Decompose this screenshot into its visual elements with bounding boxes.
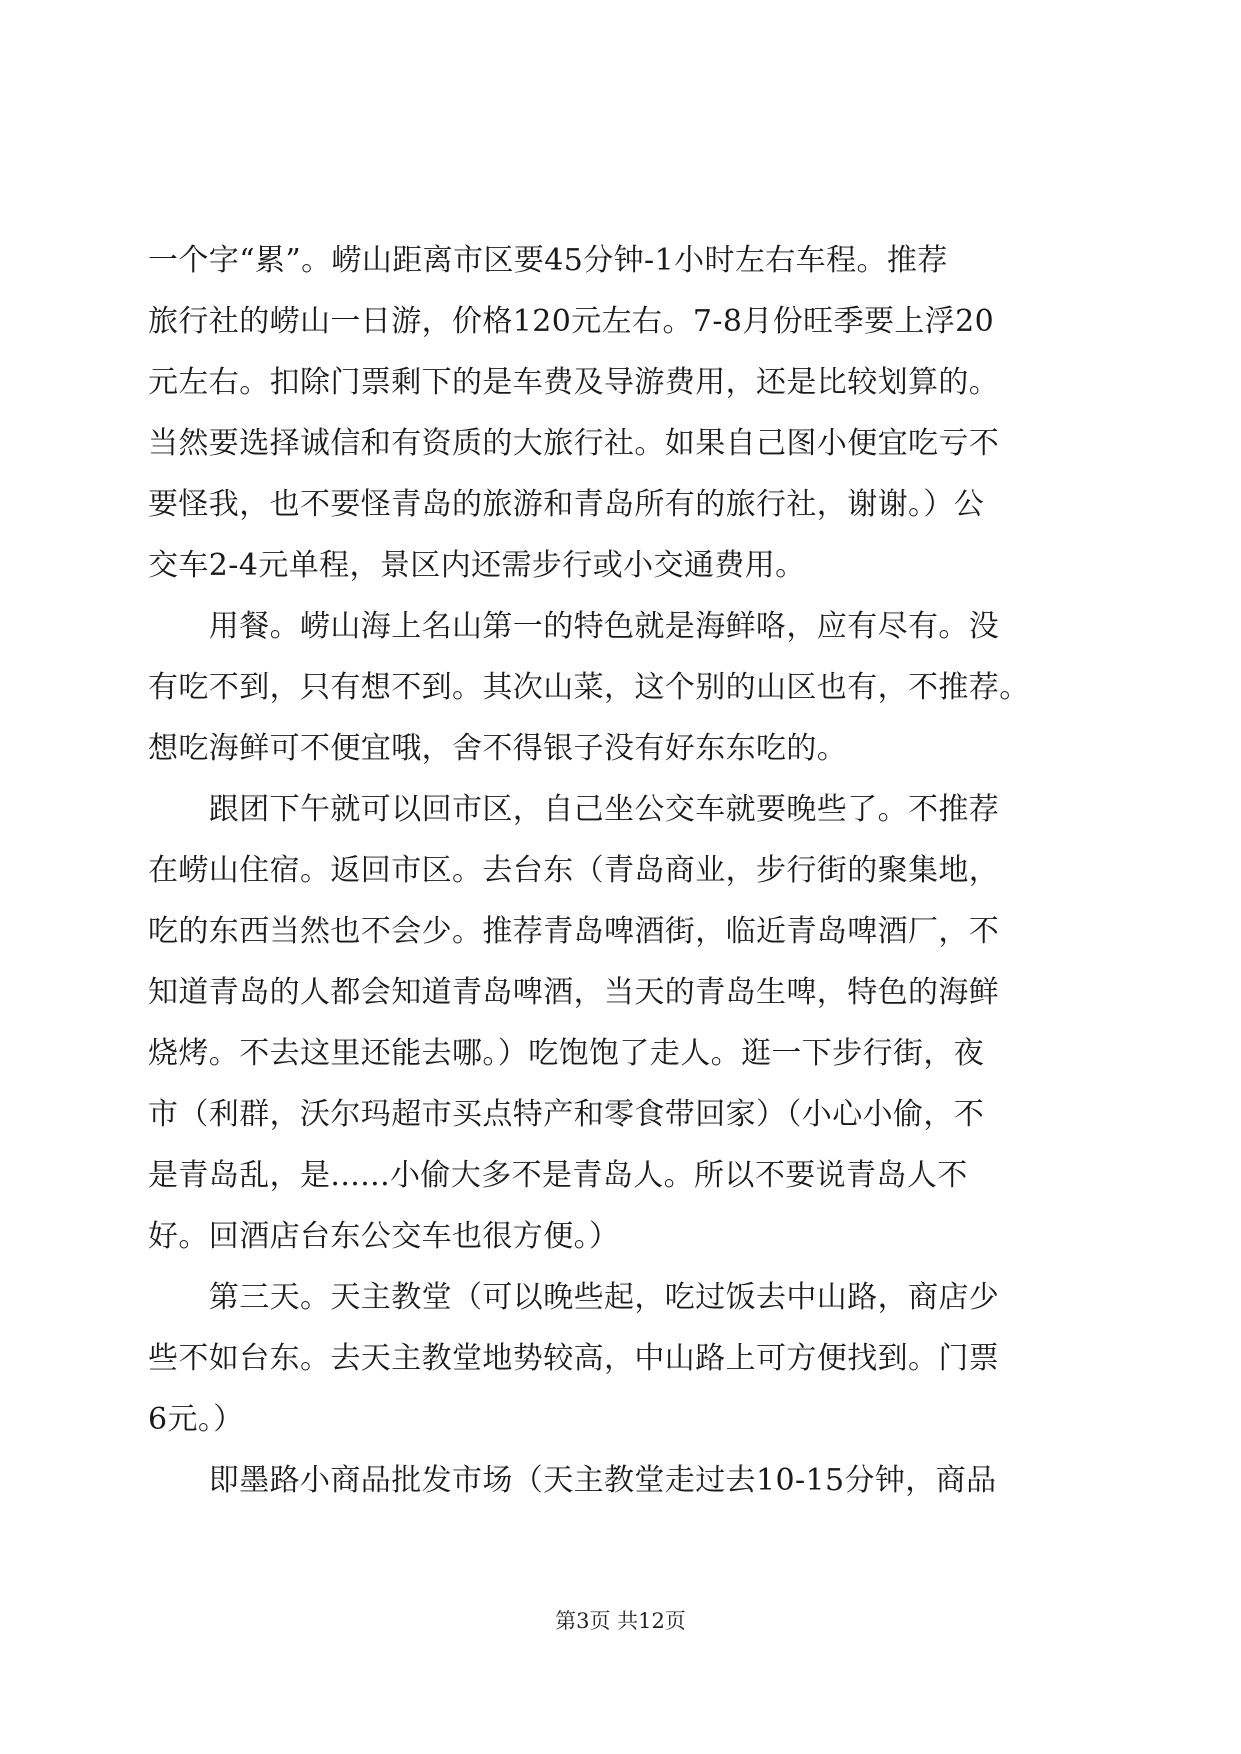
body-text: [148, 230, 1088, 1511]
text-line: 交车2-4元单程，景区内还需步行或小交通费用。: [148, 548, 806, 583]
text-line: 有吃不到，只有想不到。其次山菜，这个别的山区也有，不推荐。: [148, 670, 1030, 705]
text-line: 在崂山住宿。返回市区。去台东（青岛商业，步行街的聚集地，: [148, 853, 1000, 888]
text-line: 跟团下午就可以回市区，自己坐公交车就要晚些了。不推荐: [148, 792, 1000, 827]
text-line: 些不如台东。去天主教堂地势较高，中山路上可方便找到。门票: [148, 1341, 1000, 1376]
text-line: 一个字“累”。崂山距离市区要45分钟-1小时左右车程。推荐: [148, 243, 948, 278]
text-line: 用餐。崂山海上名山第一的特色就是海鲜咯，应有尽有。没: [148, 609, 1000, 644]
text-line: 知道青岛的人都会知道青岛啤酒，当天的青岛生啤，特色的海鲜: [148, 975, 1000, 1010]
text-line: 第三天。天主教堂（可以晚些起，吃过饭去中山路，商店少: [148, 1280, 1000, 1315]
page-number-footer: 第3页 共12页: [555, 1609, 686, 1633]
text-line: 是青岛乱，是......小偷大多不是青岛人。所以不要说青岛人不: [148, 1158, 968, 1193]
text-line: 元左右。扣除门票剩下的是车费及导游费用，还是比较划算的。: [148, 365, 1000, 400]
text-line: 旅行社的崂山一日游，价格120元左右。7-8月份旺季要上浮20: [148, 304, 995, 339]
text-line: 想吃海鲜可不便宜哦，舍不得银子没有好东东吃的。: [148, 731, 848, 766]
text-line: 烧烤。不去这里还能去哪。）吃饱饱了走人。逛一下步行街，夜: [148, 1036, 985, 1071]
text-line: 吃的东西当然也不会少。推荐青岛啤酒街，临近青岛啤酒厂，不: [148, 914, 1000, 949]
text-line: 要怪我，也不要怪青岛的旅游和青岛所有的旅行社，谢谢。）公: [148, 487, 985, 522]
text-line: 好。回酒店台东公交车也很方便。）: [148, 1219, 620, 1254]
text-line: 6元。）: [148, 1402, 244, 1437]
text-line: 当然要选择诚信和有资质的大旅行社。如果自己图小便宜吃亏不: [148, 426, 1000, 461]
text-line: 即墨路小商品批发市场（天主教堂走过去10-15分钟，商品: [148, 1463, 997, 1498]
text-line: 市（利群，沃尔玛超市买点特产和零食带回家）（小心小偷，不: [148, 1097, 985, 1132]
